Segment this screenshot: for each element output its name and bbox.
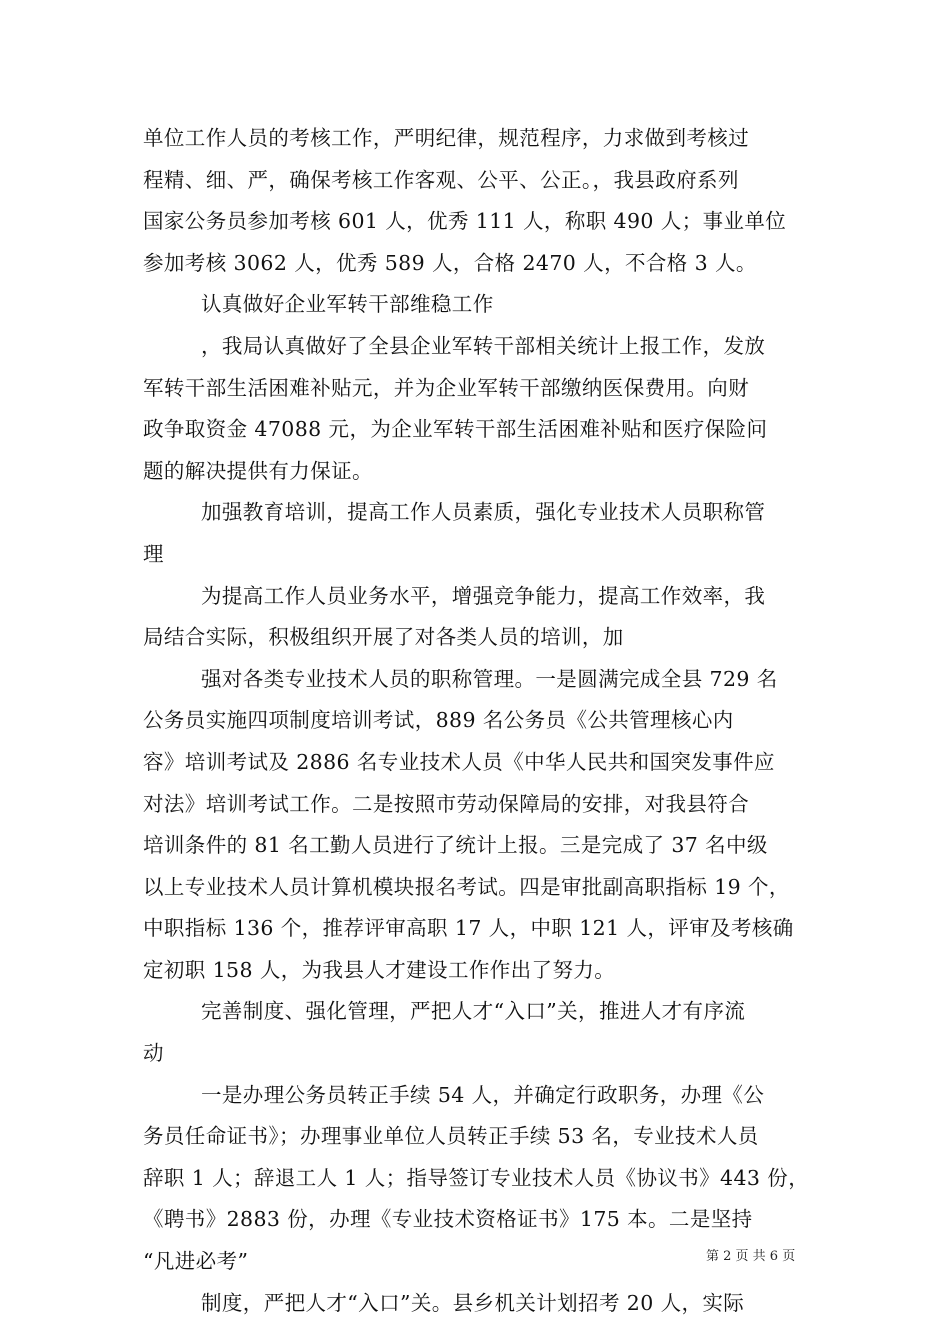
text-line: 容》培训考试及 2886 名专业技术人员《中华人民共和国突发事件应 bbox=[143, 749, 775, 774]
text-line: 政争取资金 47088 元，为企业军转干部生活困难补贴和医疗保险问 bbox=[143, 417, 768, 442]
text-line: 局结合实际，积极组织开展了对各类人员的培训，加 bbox=[143, 625, 624, 650]
document-body bbox=[143, 118, 815, 1324]
text-line: 强对各类专业技术人员的职称管理。一是圆满完成全县 729 名 bbox=[201, 666, 778, 691]
text-line: 认真做好企业军转干部维稳工作 bbox=[201, 292, 494, 317]
page-number: 第 2 页 共 6 页 bbox=[706, 1249, 796, 1264]
text-line: “凡进必考” bbox=[143, 1249, 249, 1274]
text-line: 以上专业技术人员计算机模块报名考试。四是审批副高职指标 19 个， bbox=[143, 874, 790, 899]
text-line: 加强教育培训，提高工作人员素质，强化专业技术人员职称管 bbox=[201, 500, 766, 525]
text-line: 制度，严把人才“入口”关。县乡机关计划招考 20 人，实际 bbox=[201, 1290, 745, 1315]
text-line: ，我局认真做好了全县企业军转干部相关统计上报工作，发放 bbox=[201, 333, 766, 358]
text-line: 动 bbox=[143, 1041, 164, 1066]
text-line: 公务员实施四项制度培训考试，889 名公务员《公共管理核心内 bbox=[143, 708, 734, 733]
text-line: 理 bbox=[143, 541, 164, 566]
text-line: 对法》培训考试工作。二是按照市劳动保障局的安排，对我县符合 bbox=[143, 791, 750, 816]
text-line: 培训条件的 81 名工勤人员进行了统计上报。三是完成了 37 名中级 bbox=[143, 833, 768, 858]
text-line: 中职指标 136 个，推荐评审高职 17 人，中职 121 人，评审及考核确 bbox=[143, 916, 794, 941]
text-line: 为提高工作人员业务水平，增强竞争能力，提高工作效率，我 bbox=[201, 583, 766, 608]
text-line: 务员任命证书》；办理事业单位人员转正手续 53 名，专业技术人员 bbox=[143, 1124, 759, 1149]
text-line: 军转干部生活困难补贴元，并为企业军转干部缴纳医保费用。向财 bbox=[143, 375, 750, 400]
text-line: 辞职 1 人；辞退工人 1 人；指导签订专业技术人员《协议书》443 份， bbox=[143, 1165, 810, 1190]
text-line: 《聘书》2883 份，办理《专业技术资格证书》175 本。二是坚持 bbox=[143, 1207, 753, 1232]
text-line: 单位工作人员的考核工作，严明纪律，规范程序，力求做到考核过 bbox=[143, 126, 750, 150]
text-line: 定初职 158 人，为我县人才建设工作作出了努力。 bbox=[143, 957, 616, 982]
text-line: 题的解决提供有力保证。 bbox=[143, 458, 373, 483]
text-line: 一是办理公务员转正手续 54 人，并确定行政职务，办理《公 bbox=[201, 1082, 765, 1107]
text-line: 参加考核 3062 人，优秀 589 人，合格 2470 人，不合格 3 人。 bbox=[143, 250, 757, 275]
text-line: 完善制度、强化管理，严把人才“入口”关，推进人才有序流 bbox=[201, 999, 746, 1024]
text-line: 国家公务员参加考核 601 人，优秀 111 人，称职 490 人；事业单位 bbox=[143, 209, 787, 234]
text-line: 程精、细、严，确保考核工作客观、公平、公正。，我县政府系列 bbox=[143, 167, 739, 192]
